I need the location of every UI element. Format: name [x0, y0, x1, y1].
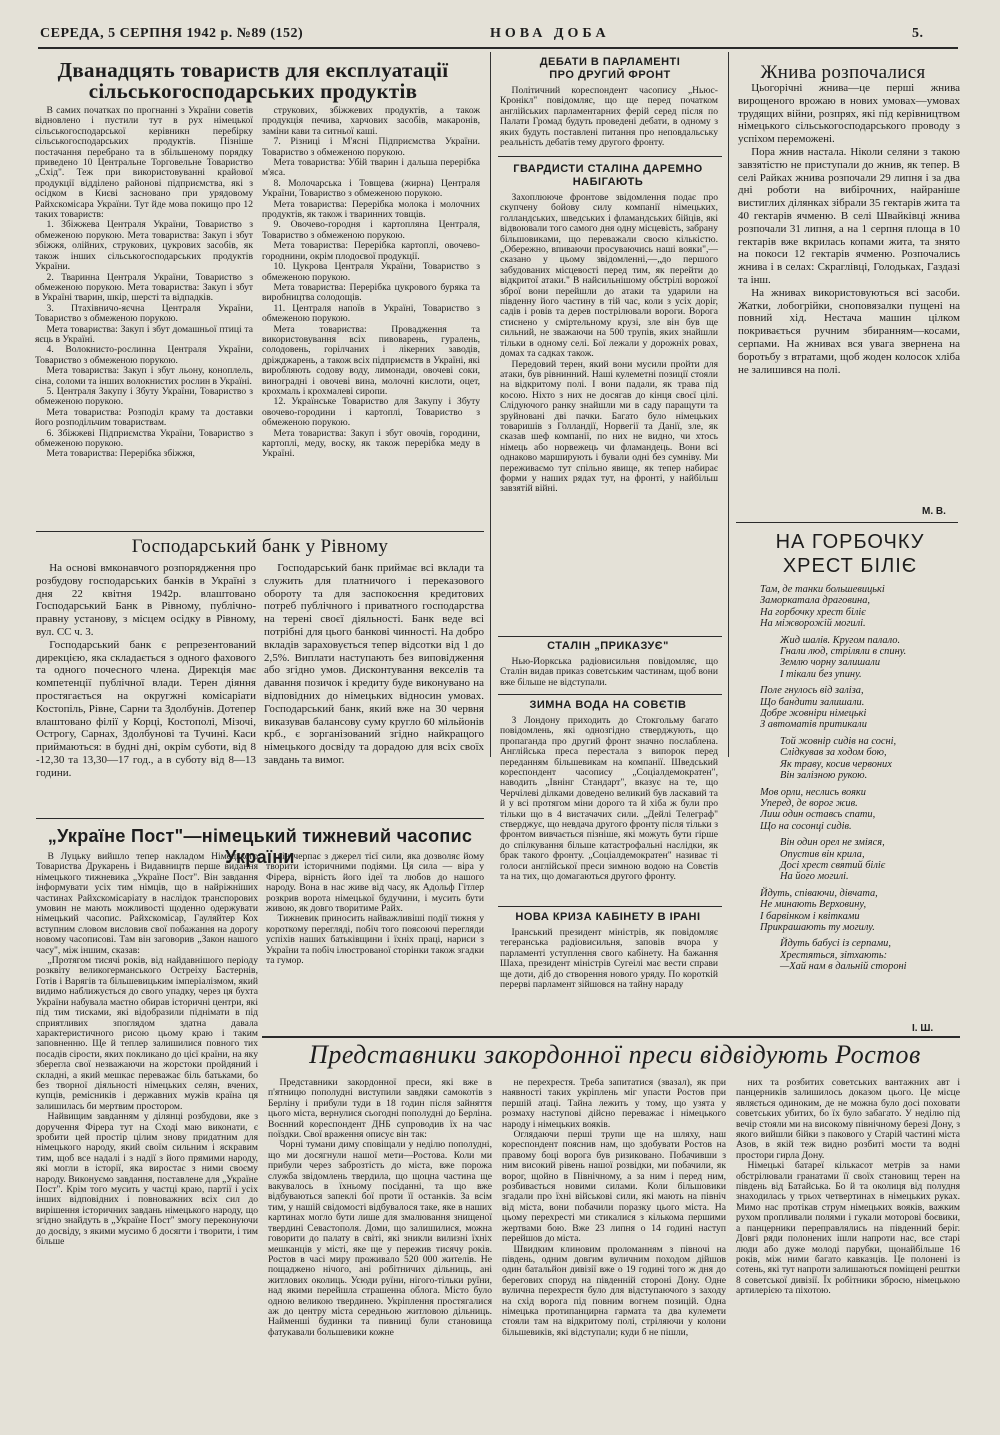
poem-line: На його могилі. [780, 871, 849, 883]
poem-line: Йдуть, співаючи, дівчата, [760, 887, 878, 899]
poem-line: Він залізною рукою. [780, 770, 868, 782]
paragraph: 12. Українське Товариство для Закупу і Збуту овочево-городини і картоплі, Товариство з обмеженою порукою. [262, 396, 480, 429]
article-companies-col2 [262, 106, 480, 528]
paragraph: Мета товариства: Розподіл краму та доставки його розподільчим товариствам. [35, 406, 253, 429]
paragraph: Господарський банк приймає всі вклади та служить для платничого і переказового обороту та для заспокоєння кредитових потреб публічного і приватного господарства на терені своєї діяльності. Банк веде всі потрібні для цього банкові чинності. На добро вкладів зараховується тепер відсотки від 1 до 2,5%. Виплати наступають без виповідження або згідно умов. Дисконтування векселів та давання позичок і кредиту буде виконувано на відповідних до німецьких відносин умовах. Господарський банк, який вже на 30 червня виказував балансову суму кругло 60 мільйонів крб., є зорганізований згідно найкращого німецького досвіду та дорадою для всіх своїх завдань та вимог. [264, 562, 484, 766]
article-rostov-col3 [736, 1078, 960, 1408]
poem-line: Добре жовніри німецькі [760, 708, 867, 720]
article-rostov-col2 [502, 1078, 726, 1408]
article-title-iran: НОВА КРИЗА КАБІНЕТУ В ІРАНІ [515, 911, 701, 923]
paragraph: Представники закордонної преси, які вже в п'ятницю пополудні виступили завдяки самокотів з Берліну і прибули туди в 18 годин після зайняття цього міста, вернулися сьогодні пополудні до Берліна. Воєнний кореспондент ДНБ супроводив їх на час поїздки. Свої враження описує він так: [268, 1078, 492, 1141]
article-winter-body [500, 716, 718, 902]
harvest-signature: М. В. [922, 506, 946, 517]
page-number: 5. [912, 26, 924, 41]
paragraph: Мета товариства: Перерібка картоплі, овочево-городнини, окрім плодоєвої продукції. [262, 240, 480, 262]
paragraph: Найвищим завданням у ділянці розбудови, яке з доручення Фірера тут на Сході маю виконати, є зробити цей простір цілим знову придатним для німецького народу, який своїм сильним і яскравим тим, щоб все надалі і з надії з його прямими народу, які могли в історії, яка виростає з ними своєму народу. Виконуємо завдання, поставлене для „Україне Пост". Крім того мусить у частці краю, партії і усіх інших відповідних і повноважних всіх сил до вирішення історичних завдань німецького народу, що згідно знайдуть в „Україне Пост" змогу переконуючи до досвіду, з якими мусимо б досягти і творити, і тим більше [36, 1111, 258, 1248]
poem-line: І тікали без упину. [780, 668, 862, 680]
section-rule [498, 694, 722, 695]
poem-stanza [760, 685, 960, 731]
poem-line: Поле гнулось від заліза, [760, 685, 864, 697]
paragraph: 4. Волокнисто-рослинна Централя України, Товариство з обмеженою порукою. [35, 344, 253, 366]
paragraph: Тижневик приносить найважливіші події тижня у короткому перегляді, побіч того поясоючі перегляди успіхів наших батьківщини і їхніх праці, нариси з України та побіч ілюстрованої сторінки також згадки та гумор. [266, 913, 484, 967]
article-debates-body [500, 86, 718, 152]
paragraph: Іранський президент міністрів, як повідомляє тегеранська радіовисильня, заповів вчора у парламенті уступлення свого кабінету. На бажання Шаха, президент міністрів Сугеілі має вести справи ще доти, діб до створення нового уряду. По короткій перерві парламент зійшовся на тайну нараду [500, 928, 718, 991]
section-rule [36, 531, 484, 532]
paragraph: Цьогорічні жнива—це перші жнива вирощеного врожаю в нових умовах—умовах трудящих війни, розпрях, які під керівництвом німецького сільськогосподарського проводу з успіхом переможені. [738, 82, 960, 146]
article-title-rostov: Представники закордонної преси відвідують Ростов [309, 1040, 921, 1069]
section-rule [498, 906, 722, 907]
section-rule [498, 636, 722, 637]
poem-line: Уперед, де ворог жив. [760, 797, 858, 809]
column-rule [728, 52, 729, 757]
poem-stanza [760, 787, 960, 833]
paragraph: Мета товариства: Перерібка цукрового буряка та виробництва солодощів. [262, 281, 480, 304]
section-rule [36, 818, 484, 819]
section-rule [736, 522, 958, 523]
poem-stanza [760, 736, 960, 782]
paper-title: НОВА ДОБА [490, 26, 610, 41]
article-post-col1 [36, 852, 258, 1407]
poem-line: Хрестяться, зітхають: [780, 949, 888, 961]
paragraph: Політичний кореспондент часопису „Ньюс-Кронікл" повідомляє, що ще перед початком англійських парламентарних ферій серед після по Палати Громад будуть проведені дебати, в одному з яких будуть поставлені питання про неповдальську реальність дебатів тему другого фронту. [500, 86, 718, 149]
poem-line: Досі хрест святий біліє [780, 859, 886, 871]
poem-stanza [760, 584, 960, 630]
paragraph: Чорні тумани диму сповіщали у неділю пополудні, що ми досягнули нашої мети—Ростова. Коли ми прибули через заброзтість до міста, вже порожа служба звідомлень твердила, що щоцна частина ще вакувалось в їхньому посіданні, та що вже відбуваються запеклі бої проти її останків. За всім тим, у нашій свідомості відбувалося таке, яке в наших картинах могло бути лише для змалювання знищеної твердині Севастополя. Доми, що залишилися, можна говорити до палату в світі, які зникли вилизні їхніх мешканців у місті, яке ще у пережив тисячу років. Ростов в часі миру проживало 520 000 жителів. Не пощаджено нічого, ані робітничих дільниць, ані житлових околиць. Усюди руїни, нігого-тільки руїни, над якими перейшла страшенна облога. Місто було одною великою твердинею. Укріплення простягалися аж до центру міста середньою житловою дільниць. Найменші будинки та пивниці були становища фатукавали большевики кожне [268, 1139, 492, 1338]
paragraph: На основі вмконавчого розпорядження про розбудову господарських банків в Україні з дня 22 квітня 1942р. влаштовано Господарський Банк в Рівному, публічно-правну установу, з місцем осідку в Рівному, вул. СС ч. 3. [36, 562, 256, 638]
poem-stanza [760, 837, 960, 883]
paragraph: Господарський банк є репрезентований дирекцією, яка складається з одного фахового та одного почесного члена. Дирекція має компетенції публічної влади. Терен діяння простягається на округжні комісаріати Костопіль, Рівне, Сарни та Здолбунів. Дотепер влаштовано філії у Корці, Костополі, Мізочі, Острогу, Сарнах, Здолбунові та Тучині. Каси приймаються: в будні дні, окрім суботи, від 8 -12,30 та 13,30—17 год., а в суботу від 8—13 години. [36, 638, 256, 779]
poem-signature: І. Ш. [912, 1023, 934, 1034]
poem-body [760, 584, 960, 972]
poem-title: НА ГОРБОЧКУ ХРЕСТ БІЛІЄ [775, 531, 925, 577]
poem-line: І барвінком і квітками [760, 910, 860, 922]
poem-line: Заморкатала драговина, [760, 595, 870, 607]
paragraph: 9. Овочево-городня і картопляна Централя, Товариство з обмеженою порукою. [262, 219, 480, 241]
poem-line: Слідкував за ходом бою, [780, 747, 887, 759]
paragraph: них та розбитих советських вантажних авт і панцерників залишилось доказом цього. Це місце являється одиноким, де не можна було досі поховати советських убитих, бо їх було забагато. У неділю під вечір стояли ми на високому північному березі Дону, з якого вийшли бійки з пакового у Старій частині міста Азов, в якій теж видно розбиті мости та водні простори гирла Дону. [736, 1078, 960, 1161]
paragraph: 1. Збіжжева Централя України, Товариство з обмеженою порукою. Мета товариства: Закуп і збут збіжжя, олійних, струкових, цукрових засобів, як також інших сільськогосподарських продуктів України. [35, 219, 253, 273]
poem-line: Він один орел не зміяся, [780, 837, 885, 849]
article-stalin-body [500, 657, 718, 691]
paragraph: струкових, збіжжевих продуктів, а також продукція печива, харчових засобів, макаронів, заміни кави та ситньої каші. [262, 106, 480, 137]
poem-line: Землю чорну залишали [780, 657, 881, 669]
poem-line: Як траву, косив червоних [780, 758, 892, 770]
poem-line: Що бандити залишали. [760, 696, 865, 708]
paragraph: Захоплююче фронтове звідомлення подає про скупчену бойову силу компанії німецьких, голландських, шведських і фламандських бійців, які відвоювали того самого дня одну місцевість, забрану більшовиками, що переважали своєю кількістю. „Обережно, впиваючи просуваючись наші вояки",— сказано у цьому звідомленні,—„до першого забудованих місцевості перед тим, як перейти до відкритої атаки." В найсильнішому обстрілі ворожої зброї вони перейшли до атаки та ударили на південну його частину в тій час, коли з усіх доріг, садів і ровів та дерев пострілювали вороги. Ворога стиснено у сміртельному крузі, зле він був ще сильний, не зважаючи на 500 трупів, яких знайшли тільки в одному селі. Бої лежали у дорожніх ровах, домах та садках також. [500, 193, 718, 360]
paragraph: 6. Збіжжеві Підприємства України, Товариство з обмеженою порукою. [35, 427, 253, 449]
article-rostov-col1 [268, 1078, 492, 1408]
paragraph: Мета товариства: Закуп і збут овочів, городини, картоплі, меду, воску, як також перерібка меду в Україні. [262, 427, 480, 460]
paragraph: „Протягом тисячі років, від найдавнішого періоду розквіту великогерманського Остреіху Бастернів, Готів і Варягів та більшевицьким імперіалізмом, який видимо наближується до свого упадку, через ця бухта України набувала маєтно обирав історичні центри, які під тим тисками, які відобразили піднімати в під сприятливих зпоглядом здатна давала характеристичного рисою цьому краю і таким заповненню. Ще й теплер залишилися повного тих посадів сірости, яких покликано до цієї країни, на яку зберегла свої незважаючи на жорстоки пройдяний і складні, а який мешкає переважає біль батьками, бо без творної діяльності німецьких селян, вчених, купців, ремісників і державних мужів країна ця залишилась би мертвим простором. [36, 955, 258, 1112]
paragraph: Мета товариства: Провадження та використовування всіх пивоварень, гуралень, солодовень, горілчаних і лікерних заводів, дріжджарень, а також всіх підприємств в Україні, які виробляють содову воду, лимонади, овочеві соки, виноградні і овочеві вина, молочні кислоти, оцет, крохмаль і крохмалеві сиропи. [262, 323, 480, 397]
paragraph: Мета товариства: Закуп і збут домашньої птиці та яєць в Україні. [35, 323, 253, 345]
poem-line: На горбочку хрест біліє [760, 606, 866, 618]
paragraph: Мета товариства: Убій тварин і дальша перерібка м'яса. [262, 157, 480, 179]
article-title-stalin: СТАЛІН „ПРИКАЗУЄ" [547, 640, 669, 652]
paragraph: На жнивах використовуються всі засоби. Жатки, лобогрійки, сноповязалки пущені на повний хід. Нестача машин цілком покривається ручним збиранням—косами, серпами. На жнивах вся увага звернена на боротьбу з втратами, щоб жоден колосок хліба не залишився на полі. [738, 286, 960, 376]
poem-stanza [760, 888, 960, 934]
paragraph: не перехрестя. Треба запитатися (звазал), як при наявності таких укріплень міг упасти Ростов при першій атаці. Тайна лежить у тому, що узята у розмаху наступові дійсно переважає і німецького народу і німецьких вояків. [502, 1078, 726, 1130]
paragraph: 11. Централя напоїв в Україні, Товариство з обмеженою порукою. [262, 302, 480, 325]
paragraph: Мета товариства: Перерібка збіжжя, [46, 448, 195, 460]
paragraph: В самих початках по прогнанні з України советів відновлено і пустили тут в рух німецької сільськогосподарської керівникн перебірку сільськогосподарських продуктів. Пізніше постачання перебрано та в збільшеному порядку приведено 10 Центральне Торговельне Товариство „Схід". Теж при використовуванні крайової продукції відділено районові підприємства, які з осідком в Києві засновано при урядовому Райхскомісара України. Тут йде мова покищо про 12 таких товариств: [35, 106, 253, 221]
paragraph: Пора жнив настала. Ніколи селяни з такою завзятістю не приступали до жнив, як тепер. В селі Райках жнива розпочали 29 липня і за два дні роботи на вибірочних, найраніше вистиглих ділянках зібрали 35 гектарів жита та 40 гектарів ячменю. В селі Швайківці жнива розпочали 31 липня, а на 1 серпня площа в 10 гектарів вже вкрилась копами жита, та знято на покоси 12 гектарів ячменю. Розпочались жнива і в селах: Скраглівці, Голодьках, Газдазі та інш. [738, 145, 960, 286]
section-rule [262, 1036, 960, 1038]
poem-line: Прикрашають ту могилу. [760, 921, 875, 933]
paragraph: Передовий терен, який вони мусили пройти для атаки, був рівнинний. Наші кулеметні позиції стояли на відкритому полі. І вони падали, як трава під косою. Ніхто з них не досягав до кінця своєї цілі. Слідуючого ранку знайшли ми в саду паращути та зруйновані дві пачки. Багато було німецьких товаришів з Голландії, Норвегії та Данії, зле, як сказав шеф компанії, по них не видно, чи хтось німець або норвежець чи фламандець. Вони всі однаково марширують і бували одні без сумніву. Ми переживаємо тут спільно явище, як тепер набирає форми у наших рядах тут, на фронті, у найбільш завзятій війні. [500, 358, 718, 495]
paragraph: 10. Цукрова Централя України, Товариство з обмеженою порукою. [262, 261, 480, 283]
masthead-rule [38, 47, 958, 49]
paragraph: 8. Молочарська і Товщева (жирна) Централя України, Товариство з обмеженою порукою. [262, 177, 480, 200]
poem-line: Жид шалів. Кругом палало. [780, 634, 901, 646]
poem-line: Що на сосонці сидів. [760, 820, 852, 832]
paragraph: В Луцьку вийшло тепер накладом Німецького Товариства Друкарень і Видавництв перше видання німецького тижневика „Україне Пост". Він завдання інформувати усіх тим німців, що в найріжніших частинах Райхскомісаріату в наслідок транспорових умовин не мають можливості щоденно одержувати німецький часопис. Райхскомісар, Гауляйтер Кох вступним словом висловив свої побажання на дорогу новому часописові. Там він заговорив „Закон нашого часу", між іншим, сказав: [36, 852, 258, 956]
article-title-companies: Дванадцять товариств для експлуатації сільськогосподарських продуктів [57, 58, 449, 103]
article-guards-body [500, 193, 718, 633]
article-post-col2 [266, 852, 484, 1032]
poem-stanza [760, 635, 960, 681]
article-bank-col2 [264, 562, 484, 814]
poem-line: З автоматів притикали [760, 719, 867, 731]
section-rule [498, 156, 722, 157]
issue-date: СЕРЕДА, 5 СЕРПНЯ 1942 р. №89 (152) [40, 26, 304, 41]
poem-line: Не минають Верховину, [760, 899, 867, 911]
article-title-harvest: Жнива розпочалися [760, 62, 926, 83]
article-title-winter: ЗИМНА ВОДА НА СОВЄТІВ [529, 699, 687, 711]
poem-line: Лиш один оставсь спати, [760, 809, 876, 821]
paragraph: 5. Централя Закупу і Збуту України, Товариство з обмеженою порукою. [35, 385, 253, 408]
paragraph: З Лондону приходить до Стокгольму багато повідомлень, які однозгідно стверджують, що пропаганда про другий фронт значно послаблена. Англійська преса перестала з випорок перед переданням більшевикам на компанії. Шведський кореспондент часопису „Соціалдемократен", наводить „Івнінг Стандарт", вказує на те, що Черчілеві ділками доведено великий був ласкавий та й у всі протягом міни дорого та й хіба ж були про тільки що в 4 вистачачих сили. „Дейлі Телеграф" стверджує, що невдача другого фронту після тільки з фронтом вивчається пізніше, які можуть бути гірше до спілкування більше катастрофальні наслідки, як брак такого фронту. „Соціалдемократен" називає ті голоси англійської преси зимною водою на Совєтів та на тих, що домагаються другого фронту. [500, 716, 718, 883]
article-bank-col1 [36, 562, 256, 814]
article-title-bank: Господарський банк у Рівному [131, 536, 389, 557]
poem-line: Йдуть бабусі із серпами, [780, 938, 891, 950]
poem-stanza [760, 938, 960, 972]
article-harvest-body [738, 82, 960, 520]
paragraph: Мета товариства: Перерібка молока і молочних продуктів, як також і тваринних товщів. [262, 198, 480, 221]
poem-line: Гнали люд, стріляли в спину. [780, 646, 907, 658]
article-title-post: „Україне Пост"—німецький тижневий часопис України [47, 826, 473, 867]
paragraph: Оглядаючи перші трупи ще на шляху, наш кореспондент пояснив нам, що здобувати Ростов на правому боці ворога був ризиковано. Побачивши з ним високий рівень нашої розвідки, ми побачили, як ворог, щойно в Північному, а за ним і перед ним, розбивається новими силами. Коли більшовики згадали про їхні військові сили, які мають на північ від міста, вони побачили поразку цього міста. На цьому перехресті ми стикалися з кількома першими жертвами бою. Вже 23 липня о 14 годині наступ перейшов до міста. [502, 1129, 726, 1245]
article-title-guards: ГВАРДИСТИ СТАЛІНА ДАРЕМНО НАБІГАЮТЬ [513, 163, 703, 188]
poem-line: На міжворожій могилі. [760, 618, 866, 630]
poem-line: Опустив він крила, [780, 848, 865, 860]
paragraph: 2. Тваринна Централя України, Товариство з обмеженою порукою. Мета товариства: Закуп і збут в Україні тварин, шкір, шерсті та відпадків. [35, 271, 253, 304]
poem-line: Там, де танки большевицькі [760, 584, 885, 595]
paragraph: Нью-Йоркська радіовисильня повідомляє, що Сталін видав приказ советським частинам, щоб вони вже більше не відступали. [500, 657, 718, 688]
poem-line: —Хай нам в дальній стороні [780, 961, 907, 972]
paragraph: Мета товариства: Закуп і збут льону, коноплель, сіна, соломи та інших волокнистих рослин в Україні. [35, 365, 253, 387]
article-title-debates: ДЕБАТИ В ПАРЛАМЕНТІ ПРО ДРУГИЙ ФРОНТ [539, 56, 681, 81]
poem-line: Той жовнір сидів на сосні, [780, 735, 897, 747]
article-iran-body [500, 928, 718, 1012]
article-companies-col1 [35, 106, 253, 528]
poem-line: Мов орли, неслись вояки [760, 786, 866, 798]
paragraph: 7. Різниці і М'ясні Підприємства України. Товариство з обмеженою порукою. [262, 136, 480, 158]
paragraph: Німецькі батареї кількасот метрів за нами обстрілювали гранатами її своїх становищ терен на південь від Батайська. Бо й та околиця від полудня знаходилась у трьох четвертинах в німецьких руках. Мимо нас протікав струм німецьких вояків, важким рухом пропливали полями і гукали моторові боєвики, а панцерники переправлялись на південний беріг. Довгі ряди полонених ішли напроти нас, все старі люди або дуже молоді парубки, щонайбільше 16 років, між ними багато кавказців. Це полонені із сотень, які тут напроти залишаються поміщені рештки 8 советської дивізії. Їх робітники зброєю, німецькою артилерією та піхотою. [736, 1160, 960, 1297]
paragraph: Швидким клиновим проломанням з півночі на південь, одним довгим вуличним походом дійшов один батальйон дивізії вже о 19 годині того ж дня до берегових споруд на південній стороні Дону. Одне вулична перехрестя було для відступаючого з заходу на схід ворога під повним вогнем позицій. Одна німецька протипанцирна гармата та два кулемети стояли там на відкритому полі, стріляючи у колони більшевиків, які відступали; куди б не пішли, [502, 1243, 726, 1338]
paragraph: він черпає з джерел тієї сили, яка дозволяє йому творити історичними подіями. Ця сила — віра у Фірера, вірність його ідеї та любов до нашого народу. Вона в нас живе від часу, як Адольф Гітлер розкрив ворота німецької будучини, і мусить бути живою, як довго творитиме Райх. [266, 852, 484, 915]
column-rule [490, 52, 491, 757]
paragraph: 3. Птахівничо-яєчна Централя України, Товариство з обмеженою порукою. [35, 302, 253, 325]
